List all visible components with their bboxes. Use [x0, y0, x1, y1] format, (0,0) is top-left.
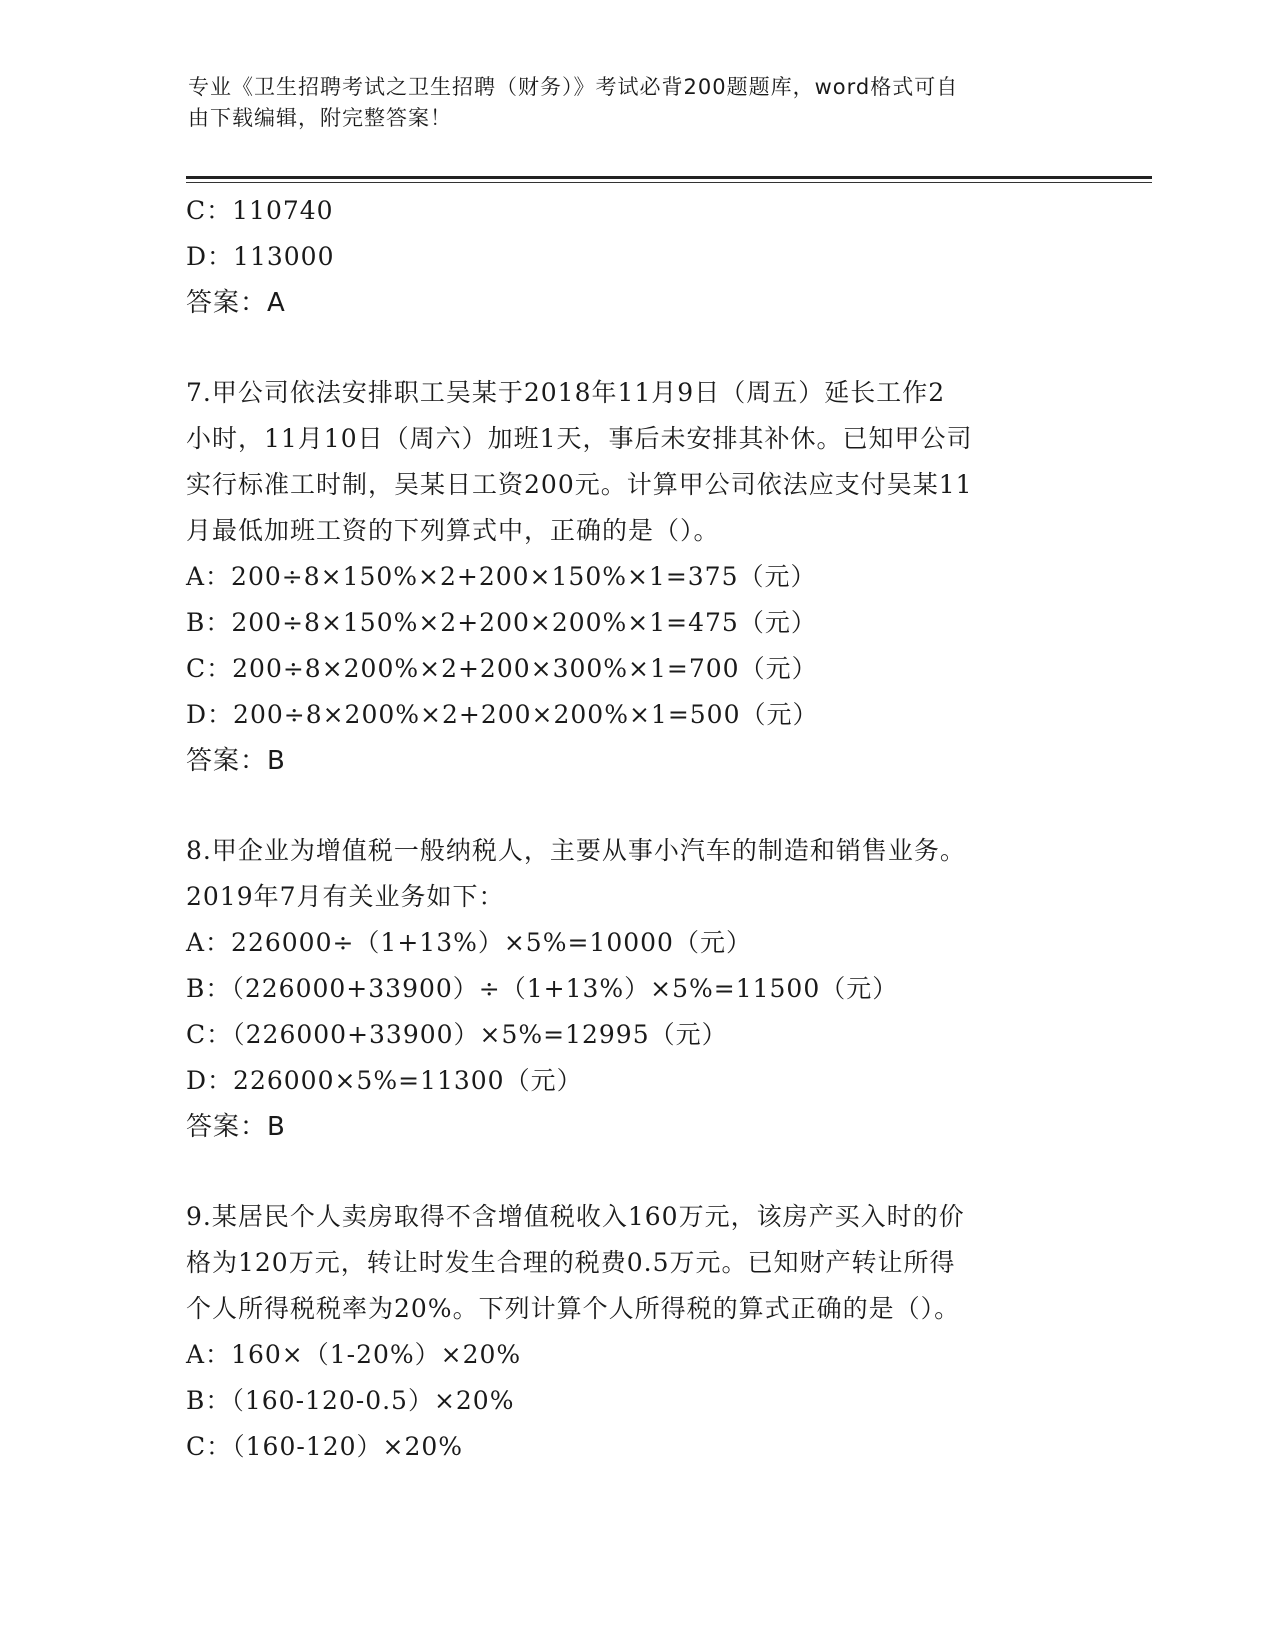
header-line-2: 由下载编辑，附完整答案！: [188, 106, 452, 130]
question-9: [186, 1194, 1086, 1470]
question-text-line: 个人所得税税率为20%。下列计算个人所得税的算式正确的是（）。: [186, 1294, 961, 1323]
question-7: [186, 370, 1086, 784]
question-text-line: 实行标准工时制，吴某日工资200元。计算甲公司依法应支付吴某11: [186, 470, 973, 499]
document-body: [186, 188, 1086, 1470]
option-c: C：（160-120）×20%: [186, 1432, 464, 1461]
option-a: A：160×（1-20%）×20%: [186, 1340, 522, 1369]
option-b: B：200÷8×150%×2+200×200%×1=475（元）: [186, 608, 817, 637]
option-d: D：113000: [186, 242, 335, 271]
question-text-line: 月最低加班工资的下列算式中，正确的是（）。: [186, 516, 720, 545]
header-rule-thin: [186, 182, 1152, 183]
spacer: [186, 1150, 1086, 1194]
question-text-line: 7.甲公司依法安排职工吴某于2018年11月9日（周五）延长工作2: [186, 378, 946, 407]
option-d: D：200÷8×200%×2+200×200%×1=500（元）: [186, 700, 819, 729]
question-text-line: 小时，11月10日（周六）加班1天，事后未安排其补休。已知甲公司: [186, 424, 973, 453]
answer-line: 答案：B: [186, 746, 286, 776]
option-b: B：（160-120-0.5）×20%: [186, 1386, 515, 1415]
header-line-1: 专业《卫生招聘考试之卫生招聘（财务）》考试必背200题题库，word格式可自: [188, 75, 959, 99]
question-text-line: 9.某居民个人卖房取得不含增值税收入160万元，该房产买入时的价: [186, 1202, 965, 1231]
option-c: C：200÷8×200%×2+200×300%×1=700（元）: [186, 654, 818, 683]
option-c: C：110740: [186, 196, 334, 225]
header-rule-thick: [186, 176, 1152, 179]
option-a: A：200÷8×150%×2+200×150%×1=375（元）: [186, 562, 817, 591]
question-text-line: 8.甲企业为增值税一般纳税人，主要从事小汽车的制造和销售业务。: [186, 836, 966, 865]
answer-line: 答案：A: [186, 288, 286, 318]
question-text-line: 2019年7月有关业务如下：: [186, 882, 505, 911]
question-text-line: 格为120万元，转让时发生合理的税费0.5万元。已知财产转让所得: [186, 1248, 956, 1277]
answer-line: 答案：B: [186, 1112, 286, 1142]
option-b: B：（226000+33900）÷（1+13%）×5%=11500（元）: [186, 974, 899, 1003]
question-8: [186, 828, 1086, 1150]
spacer: [186, 326, 1086, 370]
spacer: [186, 784, 1086, 828]
document-header: [188, 72, 1068, 134]
option-c: C：（226000+33900）×5%=12995（元）: [186, 1020, 728, 1049]
option-d: D：226000×5%=11300（元）: [186, 1066, 583, 1095]
option-a: A：226000÷（1+13%）×5%=10000（元）: [186, 928, 752, 957]
previous-question-tail: [186, 188, 1086, 326]
